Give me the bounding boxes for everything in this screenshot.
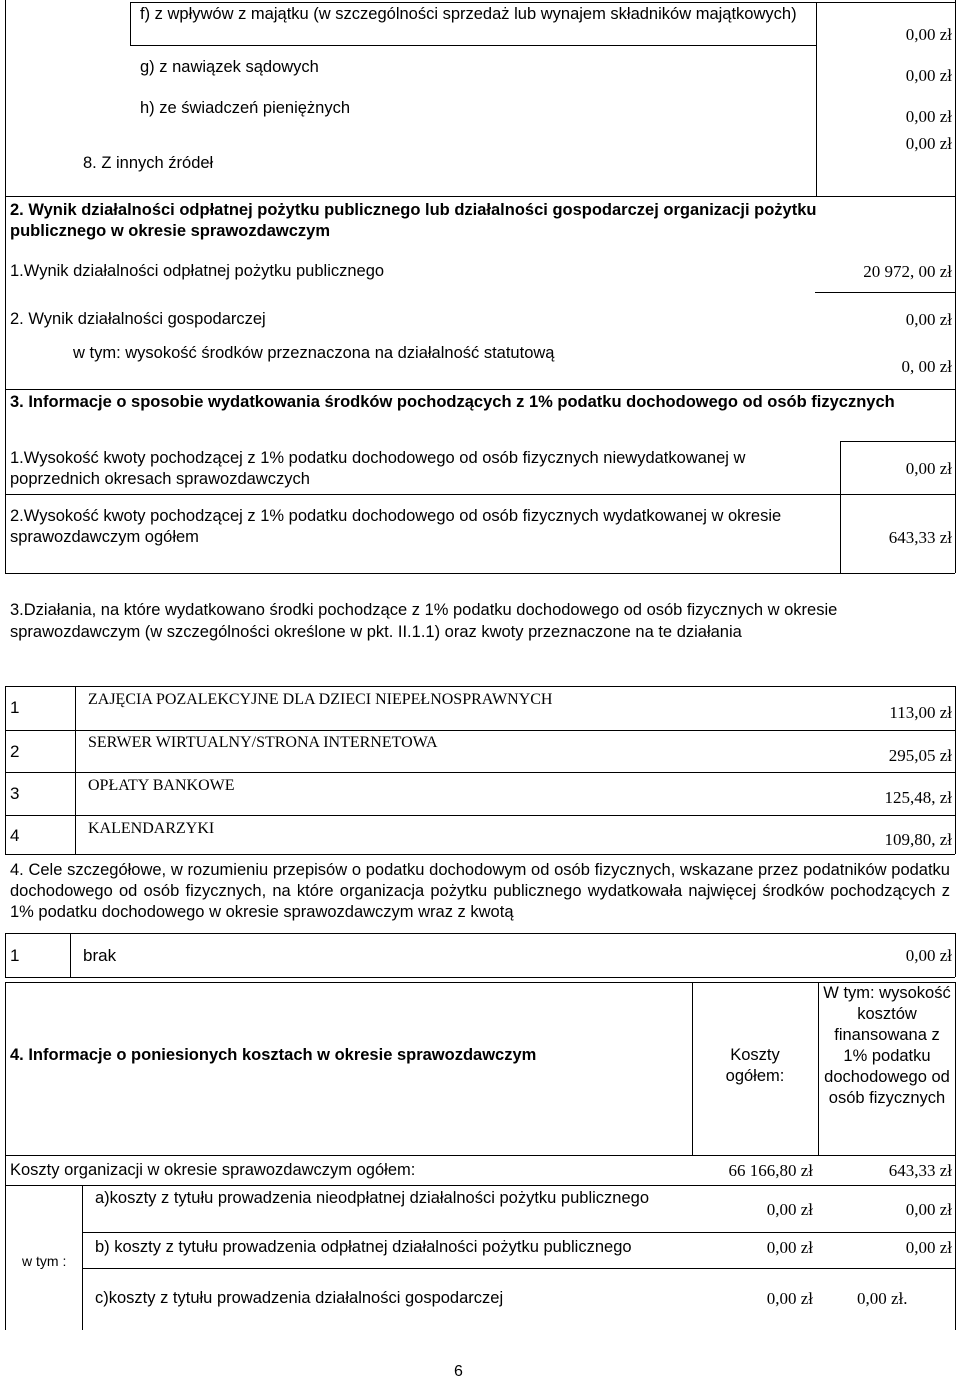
border xyxy=(840,441,955,442)
border xyxy=(955,686,956,854)
total-value: 66 166,80 zł xyxy=(728,1161,813,1180)
total-1pct-value: 643,33 zł xyxy=(888,1161,952,1180)
border xyxy=(82,1268,955,1269)
wtym-label: w tym : xyxy=(22,1253,67,1269)
border xyxy=(130,45,816,46)
goal-name: brak xyxy=(83,946,117,965)
row-value: 643,33 zł xyxy=(888,528,952,547)
action-number: 3 xyxy=(10,784,20,803)
page-number: 6 xyxy=(454,1363,463,1380)
section-title: 3. Informacje o sposobie wydatkowania środków pochodzących z 1% podatku dochodowego od osób fizycznych xyxy=(10,393,895,411)
border xyxy=(815,292,955,293)
border xyxy=(5,815,955,816)
cost-row-label: c)koszty z tytułu prowadzenia działalności gospodarczej xyxy=(95,1289,504,1307)
border xyxy=(5,982,6,1330)
row-label: 2.Wysokość kwoty pochodzącej z 1% podatku dochodowego od osób fizycznych wydatkowanej w okresie sprawozdawczym ogółem xyxy=(10,507,782,546)
border xyxy=(955,0,956,573)
cost-row-label: b) koszty z tytułu prowadzenia odpłatnej działalności pożytku publicznego xyxy=(95,1238,632,1256)
border xyxy=(5,933,955,934)
total-label: Koszty organizacji w okresie sprawozdawczym ogółem: xyxy=(10,1161,416,1179)
goal-amount: 0,00 zł xyxy=(905,946,952,965)
border xyxy=(5,686,955,687)
action-name: SERWER WIRTUALNY/STRONA INTERNETOWA xyxy=(88,734,438,751)
column-header-1pct: W tym: wysokość kosztów finansowana z 1% podatku dochodowego od osób fizycznych xyxy=(823,984,951,1107)
action-number: 2 xyxy=(10,742,20,761)
border xyxy=(818,982,819,1155)
border xyxy=(5,730,955,731)
cost-row-1pct: 0,00 zł xyxy=(905,1200,952,1219)
list-item-label: h) ze świadczeń pieniężnych xyxy=(140,99,351,117)
border xyxy=(75,686,76,854)
list-item-label: 8. Z innych źródeł xyxy=(83,154,214,172)
border xyxy=(5,977,955,978)
border xyxy=(5,1155,955,1156)
cost-row-total: 0,00 zł xyxy=(766,1200,813,1219)
border xyxy=(130,2,131,45)
border xyxy=(82,1185,83,1330)
border xyxy=(5,854,955,855)
border xyxy=(5,0,6,573)
border xyxy=(5,686,6,854)
list-item-label: g) z nawiązek sądowych xyxy=(140,58,319,76)
border xyxy=(5,772,955,773)
actions-title: 3.Działania, na które wydatkowano środki pochodzące z 1% podatku dochodowego od osób fizycznych w okresie sprawozdawczym (w szczególności określone w pkt. II.1.1) oraz kwoty przeznaczone na te działania xyxy=(10,601,838,641)
border xyxy=(816,2,817,197)
list-item-value: 0,00 zł xyxy=(905,25,952,44)
section-title: 4. Informacje o poniesionych kosztach w okresie sprawozdawczym xyxy=(10,1046,537,1064)
border xyxy=(130,2,955,3)
row-label: 1.Wysokość kwoty pochodzącej z 1% podatku dochodowego od osób fizycznych niewydatkowanej w poprzednich okresach sprawozdawczych xyxy=(10,449,746,488)
border xyxy=(840,441,841,573)
action-number: 4 xyxy=(10,826,20,845)
cost-row-1pct: 0,00 zł. xyxy=(857,1289,908,1308)
list-item-value: 0,00 zł xyxy=(905,107,952,126)
row-value: 0,00 zł xyxy=(905,310,952,329)
list-item-value: 0,00 zł xyxy=(905,66,952,85)
border xyxy=(5,933,6,977)
row-label: 1.Wynik działalności odpłatnej pożytku publicznego xyxy=(10,262,385,280)
column-header-total: Koszty ogółem: xyxy=(725,1046,785,1085)
border xyxy=(955,982,956,1330)
border xyxy=(5,196,955,197)
border xyxy=(5,573,955,574)
row-value: 0, 00 zł xyxy=(901,357,952,376)
border xyxy=(82,1232,955,1233)
border xyxy=(5,389,955,390)
row-label: w tym: wysokość środków przeznaczona na działalność statutową xyxy=(73,344,555,362)
border xyxy=(5,1185,955,1186)
action-amount: 125,48, zł xyxy=(884,788,952,807)
row-value: 20 972, 00 zł xyxy=(863,262,952,281)
goals-title: 4. Cele szczegółowe, w rozumieniu przepisów o podatku dochodowym od osób fizycznych, wskazane przez podatników podatku dochodowego od osób fizycznych, na które organizacja pożytku publicznego wydatkowała najwięcej środków pochodzących z 1% podatku dochodowego w okresie sprawozdawczym wraz z kwotą xyxy=(10,861,950,921)
list-item-value: 0,00 zł xyxy=(905,134,952,153)
action-amount: 109,80, zł xyxy=(884,830,952,849)
border xyxy=(5,982,955,983)
border xyxy=(955,933,956,977)
border xyxy=(5,494,955,495)
action-name: OPŁATY BANKOWE xyxy=(88,777,235,794)
section-title: 2. Wynik działalności odpłatnej pożytku publicznego lub działalności gospodarczej organizacji pożytku publicznego w okresie sprawozdawczym xyxy=(10,201,817,240)
action-amount: 295,05 zł xyxy=(888,746,952,765)
action-amount: 113,00 zł xyxy=(889,703,952,722)
row-label: 2. Wynik działalności gospodarczej xyxy=(10,310,266,328)
action-name: ZAJĘCIA POZALEKCYJNE DLA DZIECI NIEPEŁNOSPRAWNYCH xyxy=(88,691,553,708)
border xyxy=(70,933,71,977)
border xyxy=(692,982,693,1155)
cost-row-1pct: 0,00 zł xyxy=(905,1238,952,1257)
cost-row-label: a)koszty z tytułu prowadzenia nieodpłatnej działalności pożytku publicznego xyxy=(95,1189,649,1207)
action-name: KALENDARZYKI xyxy=(88,820,215,837)
row-value: 0,00 zł xyxy=(905,459,952,478)
list-item-label: f) z wpływów z majątku (w szczególności sprzedaż lub wynajem składników majątkowych) xyxy=(140,5,797,23)
cost-row-total: 0,00 zł xyxy=(766,1238,813,1257)
goal-number: 1 xyxy=(10,946,20,965)
cost-row-total: 0,00 zł xyxy=(766,1289,813,1308)
action-number: 1 xyxy=(10,698,20,717)
